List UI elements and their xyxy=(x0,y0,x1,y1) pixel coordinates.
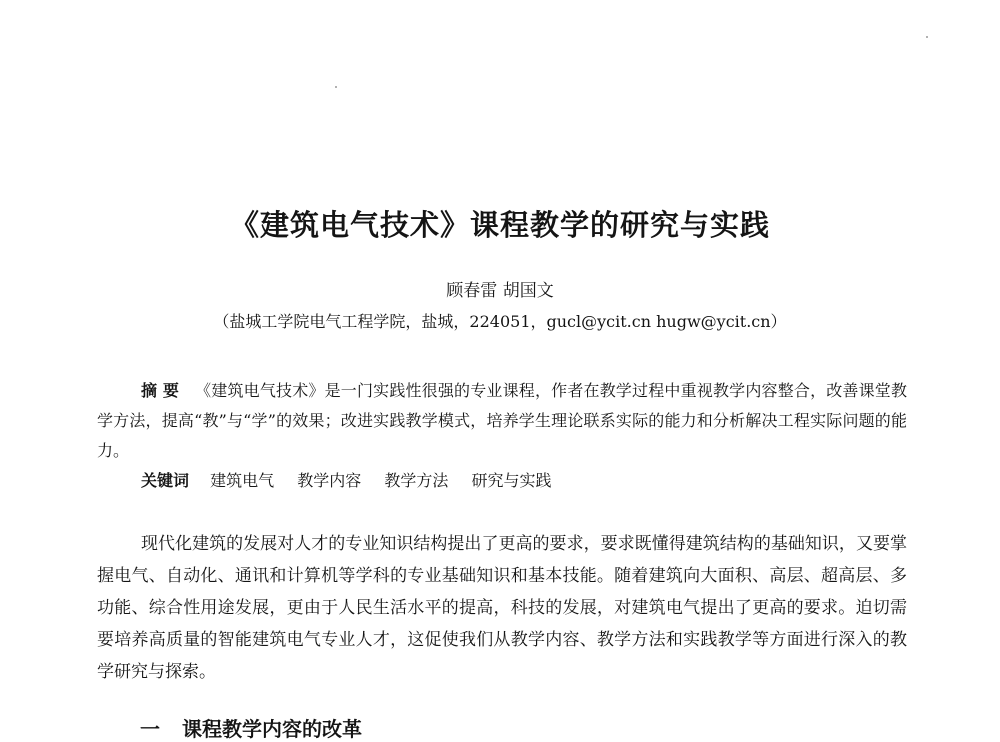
paper-title: 《建筑电气技术》课程教学的研究与实践 xyxy=(229,208,770,242)
keywords-label: 关键词 xyxy=(141,471,190,490)
keywords-line xyxy=(141,466,901,496)
scan-speck xyxy=(926,36,928,38)
author-affiliation: （盐城工学院电气工程学院，盐城，224051，gucl@ycit.cn hugw@ycit.cn） xyxy=(213,312,787,331)
section-number: 一 xyxy=(140,717,160,741)
section-heading xyxy=(140,713,362,742)
keyword-item: 建筑电气 xyxy=(210,471,275,490)
intro-paragraph: 现代化建筑的发展对人才的专业知识结构提出了更高的要求，要求既懂得建筑结构的基础知识，又要掌握电气、自动化、通讯和计算机等学科的专业基础知识和基本技能。随着建筑向大面积、高层、超高层、多功能、综合性用途发展，更由于人民生活水平的提高，科技的发展，对建筑电气提出了更高的要求。迫切需要培养高质量的智能建筑电气专业人才，这促使我们从教学内容、教学方法和实践教学等方面进行深入的教学研究与探索。 xyxy=(97,534,907,682)
keyword-item: 研究与实践 xyxy=(471,471,552,490)
keyword-item: 教学内容 xyxy=(297,471,362,490)
section-title: 课程教学内容的改革 xyxy=(182,717,362,741)
abstract-text: 《建筑电气技术》是一门实践性很强的专业课程，作者在教学过程中重视教学内容整合，改善课堂教学方法，提高“教”与“学”的效果；改进实践教学模式，培养学生理论联系实际的能力和分析解决工程实际问题的能力。 xyxy=(97,381,907,460)
author-names: 顾春雷 胡国文 xyxy=(446,281,554,301)
abstract-label: 摘 要 xyxy=(141,381,180,400)
keyword-item: 教学方法 xyxy=(384,471,449,490)
abstract-paragraph xyxy=(97,376,907,466)
scan-speck xyxy=(335,86,337,88)
